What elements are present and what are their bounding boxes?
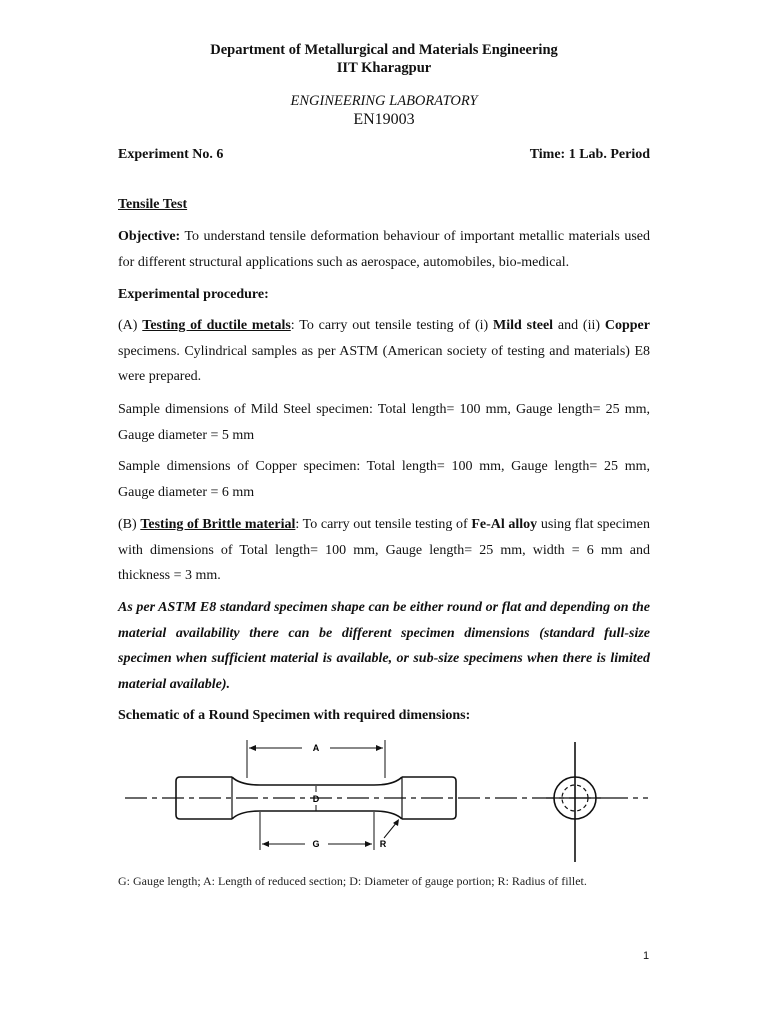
mild-steel-term: Mild steel	[493, 318, 554, 333]
objective-text: To understand tensile deformation behaviour of important metallic materials used for different structural applications such as aerospace, automobiles, bio-medical.	[118, 229, 650, 270]
schematic-heading: Schematic of a Round Specimen with required dimensions:	[118, 708, 471, 723]
department-heading: Department of Metallurgical and Materials Engineering	[210, 42, 558, 58]
part-a-text1: : To carry out tensile testing of (i)	[290, 318, 494, 333]
radius-arrow	[393, 819, 399, 826]
part-a-text2: and (ii)	[553, 318, 605, 333]
fe-al-alloy-term: Fe-Al alloy	[471, 517, 538, 532]
part-a-text3: specimens. Cylindrical samples as per ASTM (American society of testing and materials) E8 were prepared.	[118, 343, 650, 384]
part-a-prefix: (A)	[118, 318, 143, 333]
part-a-title: Testing of ductile metals	[142, 318, 291, 333]
mild-steel-dimensions: Sample dimensions of Mild Steel specimen: Total length= 100 mm, Gauge length= 25 mm, Gauge diameter = 5 mm	[118, 402, 650, 443]
institute-heading: IIT Kharagpur	[336, 60, 432, 76]
dim-a-arrow-left	[249, 745, 256, 751]
section-title: Tensile Test	[118, 197, 188, 212]
objective-label: Objective:	[118, 229, 181, 244]
reduced-section-bottom	[232, 811, 402, 819]
part-b-text2: using flat specimen with dimensions of Total length= 100 mm, Gauge length= 25 mm, width = 6 mm and thickness = 3 mm.	[118, 517, 650, 583]
experiment-number: Experiment No. 6	[118, 147, 224, 162]
course-code: EN19003	[353, 111, 415, 128]
procedure-heading: Experimental procedure:	[118, 287, 269, 302]
reduced-section-top	[232, 777, 402, 785]
radius-leader	[384, 822, 397, 838]
label-d: D	[312, 794, 320, 804]
label-a: A	[312, 743, 320, 753]
figure-caption: G: Gauge length; A: Length of reduced section; D: Diameter of gauge portion; R: Radius of fillet.	[118, 874, 587, 888]
dim-g-arrow-left	[262, 841, 269, 847]
copper-term: Copper	[604, 318, 650, 333]
part-b-title: Testing of Brittle material	[140, 517, 296, 532]
part-b-prefix: (B)	[118, 517, 141, 532]
part-b-text1: : To carry out tensile testing of	[295, 517, 472, 532]
dim-a-arrow-right	[376, 745, 383, 751]
label-r: R	[379, 839, 387, 849]
lab-heading: ENGINEERING LABORATORY	[290, 93, 478, 109]
astm-note: As per ASTM E8 standard specimen shape can be either round or flat and depending on the material availability there can be different specimen dimensions (standard full-size specimen when sufficient material is available, or sub-size specimens when there is limited material available).	[118, 600, 650, 692]
copper-dimensions: Sample dimensions of Copper specimen: Total length= 100 mm, Gauge length= 25 mm, Gauge diameter = 6 mm	[118, 459, 650, 500]
page-number: 1	[643, 950, 650, 962]
time-allotted: Time: 1 Lab. Period	[529, 147, 650, 162]
label-g: G	[312, 839, 320, 849]
dim-g-arrow-right	[365, 841, 372, 847]
